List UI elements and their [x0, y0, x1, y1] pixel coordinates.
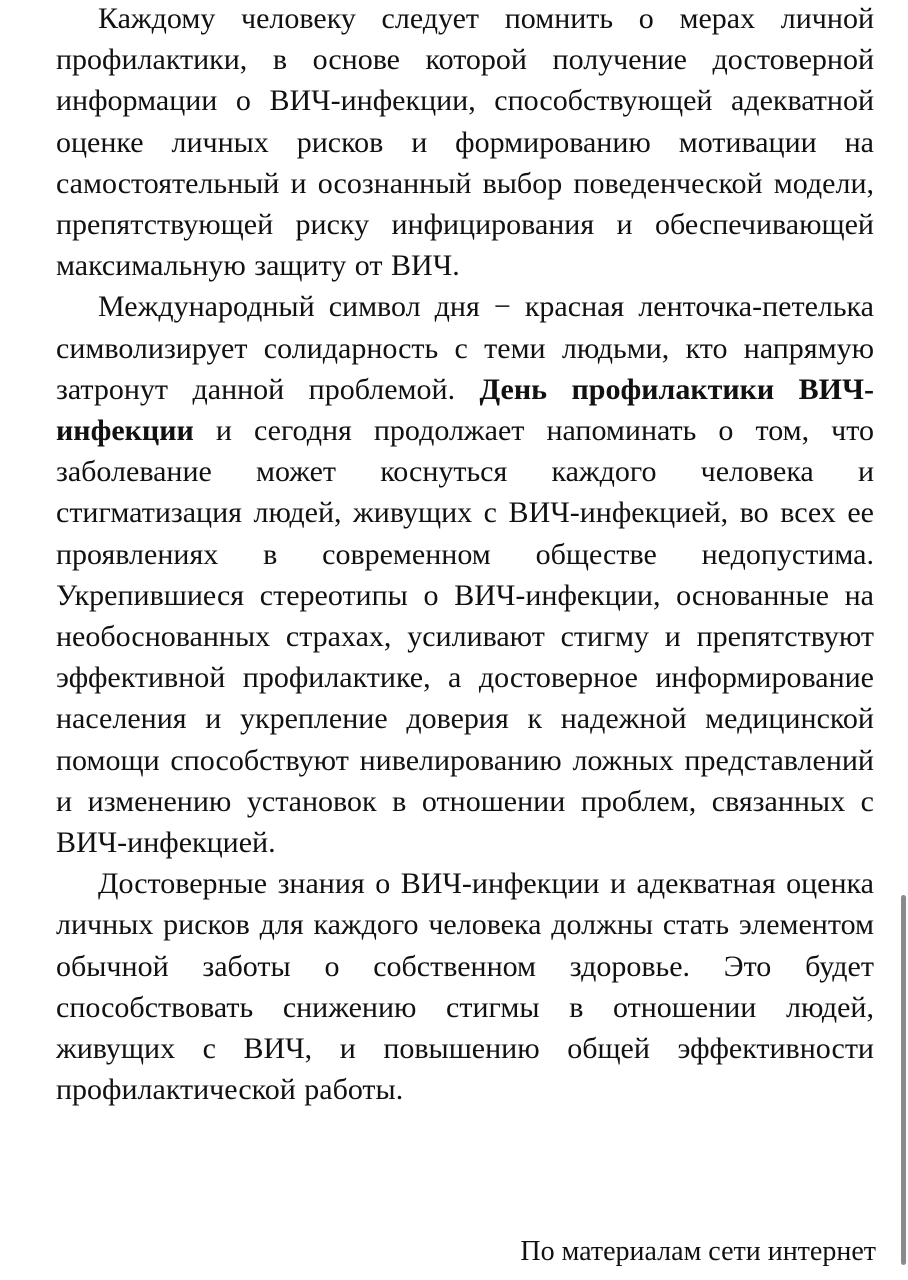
paragraph-2: [56, 286, 874, 863]
source-attribution: По материалам сети интернет: [520, 1236, 876, 1267]
paragraph-2-text-end: и сегодня продолжает напоминать о том, что заболевание может коснуться каждого человека и стигматизация людей, живущих с ВИЧ-инфекцией, во всех ее проявлениях в современном обществе недопустима. Укрепившиеся стереотипы о ВИЧ-инфекции, основанные на необоснованных страхах, усиливают стигму и препятствуют эффективной профилактике, а достоверное информирование населения и укрепление доверия к надежной медицинской помощи способствуют нивелированию ложных представлений и изменению установок в отношении проблем, связанных с ВИЧ-инфекцией.: [56, 414, 874, 860]
paragraph-2-bold-phrase: День профилактики ВИЧ-инфекции: [56, 372, 875, 448]
scrollbar-thumb[interactable]: [901, 895, 906, 1265]
paragraph-2-text-start: Международный символ дня − красная ленточка-петелька символизирует солидарность с теми людьми, кто напрямую затронут данной проблемой.: [56, 290, 874, 406]
paragraph-1: Каждому человеку следует помнить о мерах личной профилактики, в основе которой получение достоверной информации о ВИЧ-инфекции, способствующей адекватной оценке личных рисков и формированию мотивации на самостоятельный и осознанный выбор поведенческой модели, препятствующей риску инфицирования и обеспечивающей максимальную защиту от ВИЧ.: [56, 2, 874, 283]
document-body: [56, 0, 874, 1110]
paragraph-3: Достоверные знания о ВИЧ-инфекции и адекватная оценка личных рисков для каждого человека должны стать элементом обычной заботы о собственном здоровье. Это будет способствовать снижению стигмы в отношении людей, живущих с ВИЧ, и повышению общей эффективности профилактической работы.: [56, 867, 874, 1107]
